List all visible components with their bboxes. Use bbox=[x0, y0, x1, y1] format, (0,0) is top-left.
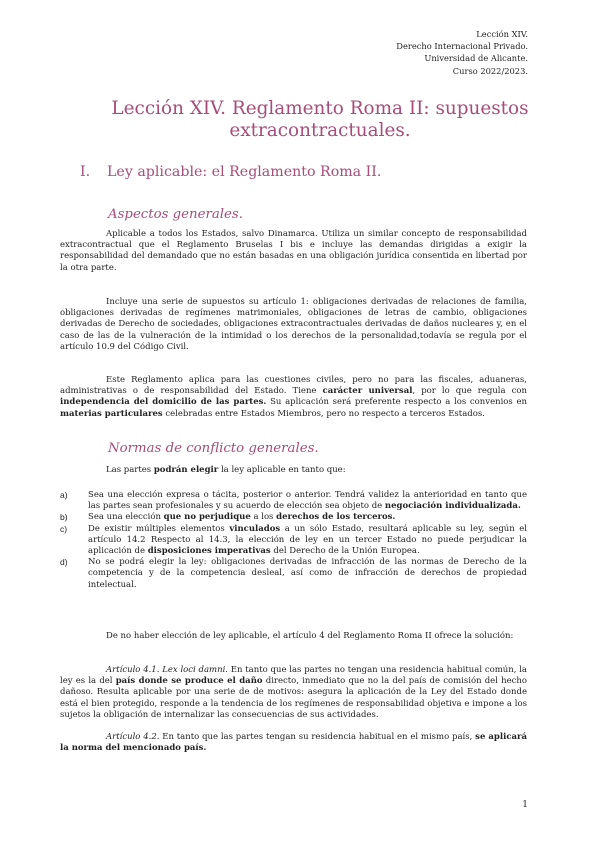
header-course: Curso 2022/2023. bbox=[452, 65, 528, 76]
paragraph-7-bold: se aplicará la norma del mencionado país. bbox=[60, 732, 527, 754]
list-marker: c) bbox=[60, 523, 68, 534]
list-marker: b) bbox=[60, 512, 68, 523]
paragraph-3-text: Su aplicación será preferente respecto a los convenios en bbox=[266, 397, 527, 408]
paragraph-6-text: En tanto que las partes no tengan una residencia habitual común, la ley es la del bbox=[60, 665, 527, 687]
list-item bbox=[60, 523, 527, 558]
paragraph-7 bbox=[60, 732, 527, 754]
paragraph-4 bbox=[60, 465, 527, 476]
list-item-bold: vinculados bbox=[229, 523, 281, 534]
paragraph-4-text: la ley aplicable en tanto que: bbox=[218, 465, 346, 475]
list-marker: a) bbox=[60, 490, 68, 500]
list-item-text: a los bbox=[250, 512, 277, 523]
paragraph-6 bbox=[60, 665, 527, 721]
paragraph-4-bold: podrán elegir bbox=[153, 465, 219, 475]
header-lesson: Lección XIV. bbox=[476, 29, 528, 39]
list-item-text: De existir múltiples elementos bbox=[88, 523, 230, 534]
list-item bbox=[60, 557, 527, 591]
list-item-bold: disposiciones imperativas bbox=[147, 546, 271, 557]
paragraph-3-text: celebradas entre Estados Miembros, pero no respecto a terceros Estados. bbox=[162, 408, 485, 419]
paragraph-5: De no haber elección de ley aplicable, el artículo 4 del Reglamento Roma II ofrece la solución: bbox=[106, 631, 514, 641]
list-item-text: No se podrá elegir la ley: obligaciones derivadas de infracción de las normas de Derecho de la competencia y de la competencia desleal, así como de infracción de derechos de propiedad intelectual. bbox=[88, 557, 527, 590]
header-subject: Derecho Internacional Privado. bbox=[396, 41, 528, 52]
paragraph-3-text: Este Reglamento aplica para las cuestiones civiles, pero no para las fiscales, aduaneras, administrativas o de responsabilidad del Estado. Tiene bbox=[60, 375, 527, 397]
paragraph-7-italic: Artículo 4.2. bbox=[106, 732, 160, 742]
paragraph-3-bold: carácter universal bbox=[322, 386, 413, 397]
subheading-general-aspects: Aspectos generales. bbox=[108, 207, 243, 222]
list-item-text: Sea una elección bbox=[88, 512, 164, 523]
paragraph-4-text: Las partes bbox=[106, 465, 154, 475]
page-number: 1 bbox=[522, 800, 528, 810]
paragraph-1: Aplicable a todos los Estados, salvo Dinamarca. Utiliza un similar concepto de responsabilidad extracontractual que el Reglamento Bruselas I bis e incluye las demandas dirigidas a exigir la responsabilidad del demandado que no están basadas en una obligación jurídica consentida en libertad por la otra parte. bbox=[60, 229, 527, 273]
list-marker: d) bbox=[60, 557, 68, 568]
paragraph-6-bold: país donde se produce el daño bbox=[115, 676, 263, 687]
paragraph-3-text: , por lo que regula con bbox=[412, 386, 527, 397]
section-text: Ley aplicable: el Reglamento Roma II. bbox=[107, 164, 382, 180]
document-title: Lección XIV. Reglamento Roma II: supuestos extracontractuales. bbox=[111, 98, 529, 141]
list-item-text: a un sólo Estado, resultará aplicable su ley, según el artículo 14.2 Respecto al 14.3, la elección de ley en un tercer Estado no puede perjudicar la aplicación de bbox=[88, 523, 527, 557]
header-university: Universidad de Alicante. bbox=[424, 53, 528, 64]
list-item-bold: derechos de los terceros. bbox=[276, 512, 396, 523]
paragraph-2: Incluye una serie de supuestos su artículo 1: obligaciones derivadas de relaciones de familia, obligaciones derivadas de regímenes matrimoniales, obligaciones de letras de cambio, obligaciones derivadas de Derecho de sociedades, obligaciones extracontractuales derivadas de daños nucleares y, en el caso de las de la vulneración de la intimidad o los derechos de la personalidad,todavía se regula por el artículo 10.9 del Código Civil. bbox=[60, 297, 527, 352]
list-item bbox=[60, 512, 527, 523]
section-heading bbox=[80, 164, 381, 180]
list-item-text: Sea una elección expresa o tácita, posterior o anterior. Tendrá validez la anterioridad en tanto que las partes sean profesionales y su acuerdo de elección sea objeto de bbox=[88, 490, 527, 512]
paragraph-3-bold: independencia del domicilio de las partes. bbox=[60, 397, 267, 408]
list-item bbox=[60, 490, 527, 512]
conditions-list bbox=[60, 490, 527, 591]
paragraph-6-text: directo, inmediato que no la del país de comisión del hecho dañoso. Resulta aplicable por una serie de de motivos: asegura la aplicación de la Ley del Estado donde está el bien protegido, responde a la tendencia de los regímenes de responsabilidad objetiva e impone a los sujetos la obligación de internalizar las consecuencias de sus actividades. bbox=[60, 676, 527, 720]
list-item-bold: que no perjudique bbox=[163, 512, 251, 523]
subheading-conflict-rules: Normas de conflicto generales. bbox=[108, 441, 319, 456]
section-number: I. bbox=[80, 164, 91, 180]
paragraph-3-bold: materias particulares bbox=[60, 408, 163, 419]
paragraph-6-italic: Artículo 4.1. Lex loci damni. bbox=[106, 665, 229, 675]
list-item-bold: negociación individualizada. bbox=[384, 501, 521, 512]
page-header bbox=[396, 28, 528, 77]
paragraph-3 bbox=[60, 375, 527, 420]
paragraph-7-text: En tanto que las partes tengan su residencia habitual en el mismo país, bbox=[159, 732, 476, 742]
list-item-text: del Derecho de la Unión Europea. bbox=[270, 546, 420, 557]
